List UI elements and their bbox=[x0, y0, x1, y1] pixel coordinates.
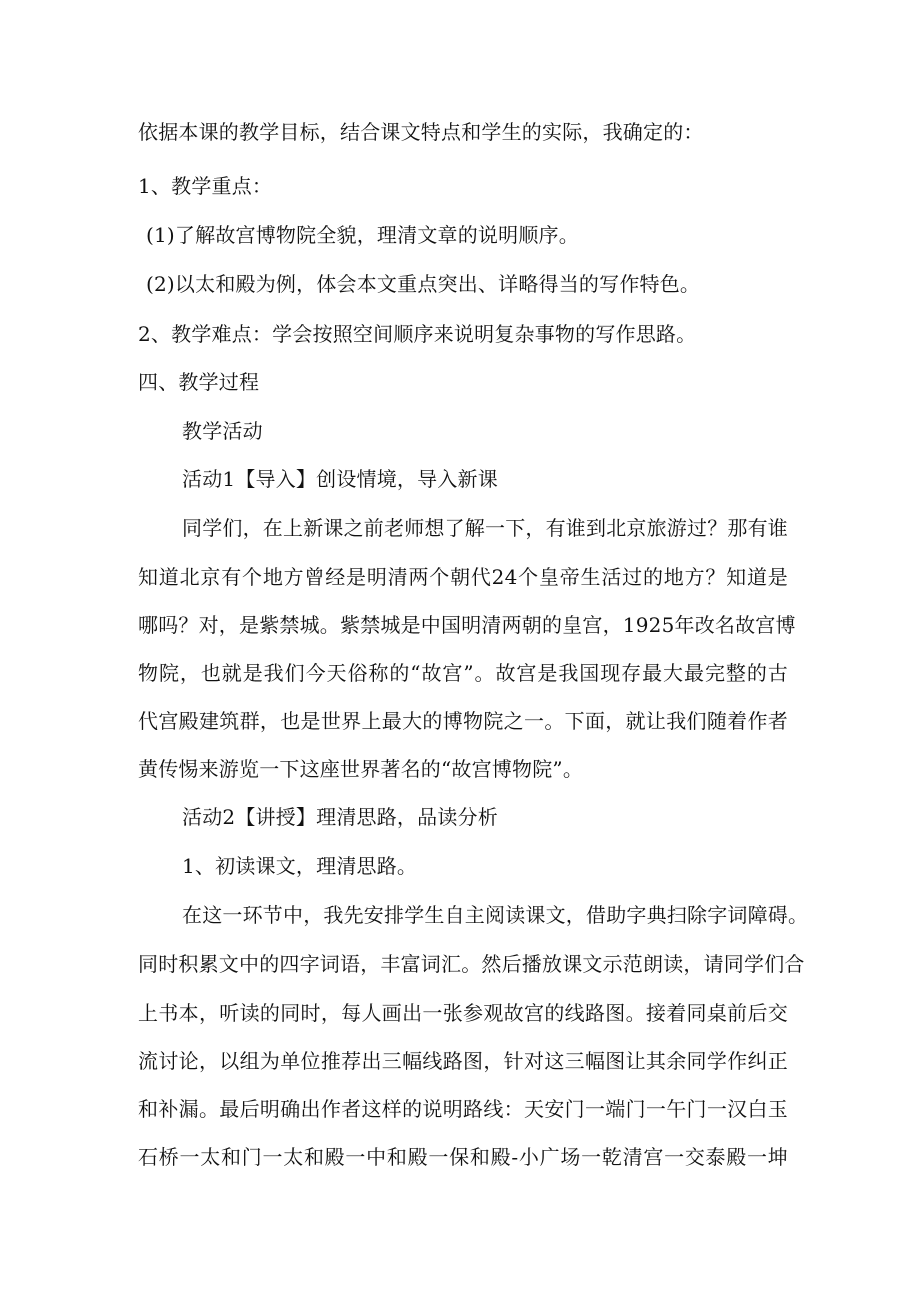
activity1-title: 活动1【导入】创设情境，导入新课 bbox=[182, 467, 498, 491]
key-point-2: (2)以太和殿为例，体会本文重点突出、详略得当的写作特色。 bbox=[146, 272, 701, 296]
paragraph-line: 上书本，听读的同时，每人画出一张参观故宫的线路图。接着同桌前后交 bbox=[138, 1001, 788, 1025]
paragraph-line: 代宫殿建筑群，也是世界上最大的博物院之一。下面，就让我们随着作者 bbox=[138, 709, 788, 733]
paragraph-line: 和补漏。最后明确出作者这样的说明路线：天安门一端门一午门一汉白玉 bbox=[138, 1097, 788, 1121]
paragraph-line: 石桥一太和门一太和殿一中和殿一保和殿-小广场一乾清宫一交泰殿一坤 bbox=[138, 1145, 788, 1169]
paragraph-line: 流讨论，以组为单位推荐出三幅线路图，针对这三幅图让其余同学作纠正 bbox=[138, 1049, 788, 1073]
key-points-heading: 1、教学重点： bbox=[138, 174, 273, 198]
activity2-title: 活动2【讲授】理清思路，品读分析 bbox=[182, 805, 498, 829]
paragraph-line: 哪吗？对，是紫禁城。紫禁城是中国明清两朝的皇宫，1925年改名故宫博 bbox=[138, 613, 796, 637]
paragraph-line: 同时积累文中的四字词语，丰富词汇。然后播放课文示范朗读，请同学们合 bbox=[138, 952, 805, 976]
key-point-1: (1)了解故宫博物院全貌，理清文章的说明顺序。 bbox=[146, 223, 579, 247]
paragraph-line: 黄传惕来游览一下这座世界著名的“故宫博物院”。 bbox=[138, 757, 584, 781]
section-heading: 四、教学过程 bbox=[138, 370, 260, 394]
difficulty-line: 2、教学难点：学会按照空间顺序来说明复杂事物的写作思路。 bbox=[138, 322, 697, 346]
activities-label: 教学活动 bbox=[182, 419, 263, 443]
paragraph-line: 在这一环节中，我先安排学生自主阅读课文，借助字典扫除字词障碍。 bbox=[182, 903, 809, 927]
paragraph-line: 物院，也就是我们今天俗称的“故宫”。故宫是我国现存最大最完整的古 bbox=[138, 661, 788, 685]
paragraph-line: 知道北京有个地方曾经是明清两个朝代24个皇帝生活过的地方？知道是 bbox=[138, 565, 788, 589]
step1-title: 1、初读课文，理清思路。 bbox=[182, 854, 418, 878]
paragraph-line: 同学们，在上新课之前老师想了解一下，有谁到北京旅游过？那有谁 bbox=[182, 516, 788, 540]
intro-line: 依据本课的教学目标，结合课文特点和学生的实际，我确定的： bbox=[138, 120, 704, 144]
